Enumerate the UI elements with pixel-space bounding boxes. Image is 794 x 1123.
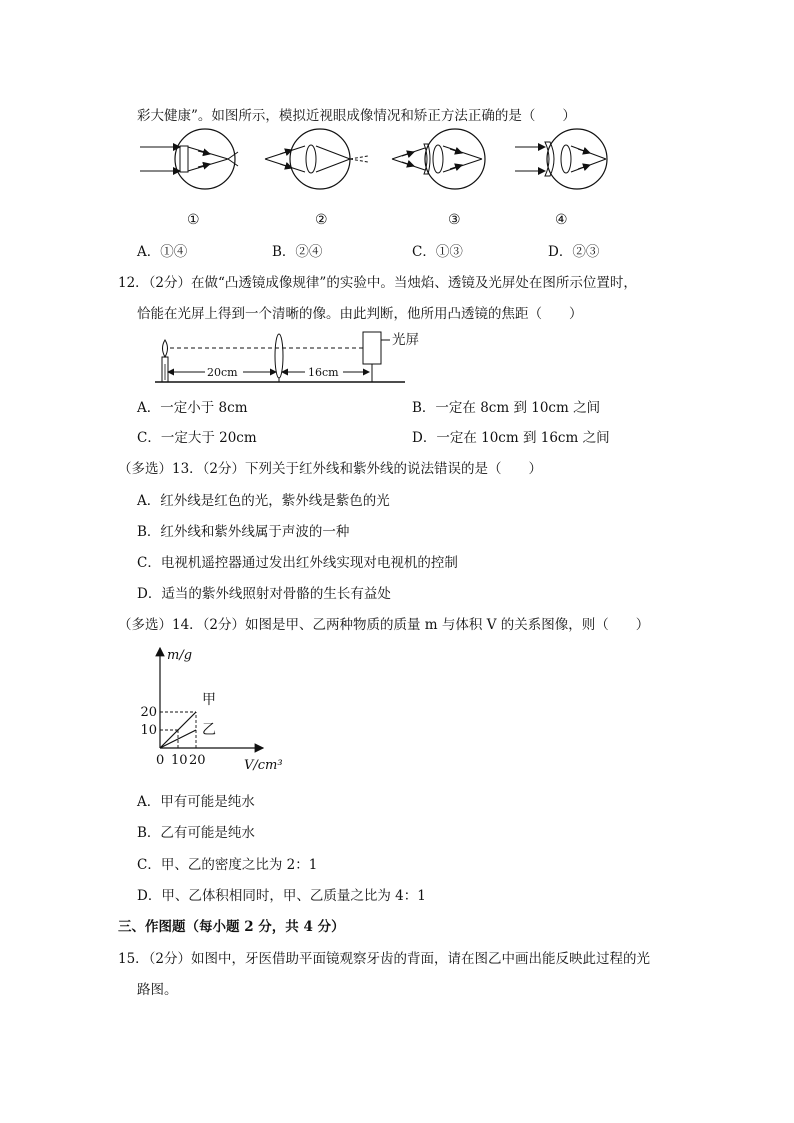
eye-figure-4 [515, 129, 607, 189]
eye-figure-2 [265, 129, 368, 189]
y-tick-label-20: 20 [140, 705, 157, 720]
q14-option-c[interactable]: C．甲、乙的密度之比为 2：1 [137, 857, 318, 873]
q11-option-a[interactable]: A．①④ [137, 244, 188, 260]
q13-option-c[interactable]: C．电视机遥控器通过发出红外线实现对电视机的控制 [137, 555, 458, 571]
q14-option-a[interactable]: A．甲有可能是纯水 [137, 794, 255, 810]
q13-option-d[interactable]: D．适当的紫外线照射对骨骼的生长有益处 [137, 586, 391, 602]
q11-option-b[interactable]: B．②④ [272, 244, 323, 260]
q11-option-d[interactable]: D．②③ [548, 244, 600, 260]
y-axis-label: m/g [167, 648, 193, 663]
q13-option-a[interactable]: A．红外线是红色的光，紫外线是紫色的光 [137, 493, 390, 509]
mass-volume-chart [140, 640, 295, 775]
q12-option-d[interactable]: D．一定在 10cm 到 16cm 之间 [412, 430, 610, 446]
q14-option-b[interactable]: B．乙有可能是纯水 [137, 825, 255, 841]
q13-option-b[interactable]: B．红外线和紫外线属于声波的一种 [137, 524, 350, 540]
series-label-1: 甲 [202, 692, 216, 708]
x-tick-label-20: 20 [189, 753, 206, 768]
q12-stem-line2: 恰能在光屏上得到一个清晰的像。由此判断，他所用凸透镜的焦距（ ） [137, 306, 583, 322]
q15-stem-line1: 15．（2分）如图中，牙医借助平面镜观察牙齿的背面，请在图乙中画出能反映此过程的光 [118, 951, 651, 967]
distance-label-16cm: 16cm [308, 366, 339, 379]
q12-stem-line1: 12．（2分）在做“凸透镜成像规律”的实验中。当烛焰、透镜及光屏处在图所示位置时， [118, 275, 637, 291]
q12-option-b[interactable]: B．一定在 8cm 到 10cm 之间 [412, 400, 601, 416]
x-tick-label-10: 10 [171, 753, 188, 768]
q15-stem-line2: 路图。 [137, 982, 178, 998]
q14-option-d[interactable]: D．甲、乙体积相同时，甲、乙质量之比为 4：1 [137, 888, 426, 904]
q11-intro: 彩大健康”。如图所示，模拟近视眼成像情况和矫正方法正确的是（ ） [137, 108, 576, 124]
q12-option-c[interactable]: C．一定大于 20cm [137, 430, 257, 446]
q13-stem: （多选）13．（2分）下列关于红外线和紫外线的说法错误的是（ ） [118, 461, 543, 477]
section-3-title: 三、作图题（每小题 2 分，共 4 分） [118, 919, 345, 935]
x-axis-label: V/cm³ [244, 758, 283, 773]
screen-label: 光屏 [392, 332, 419, 348]
series-label-2: 乙 [202, 722, 216, 738]
q11-option-c[interactable]: C．①③ [412, 244, 463, 260]
figure-label-3: ③ [448, 212, 461, 228]
eye-figure-1 [140, 129, 238, 189]
q11-figure [0, 124, 794, 224]
figure-label-2: ② [315, 212, 328, 228]
x-tick-label-0: 0 [156, 753, 165, 768]
figure-label-4: ④ [555, 212, 568, 228]
distance-label-20cm: 20cm [207, 366, 238, 379]
q14-stem: （多选）14．（2分）如图是甲、乙两种物质的质量 m 与体积 V 的关系图像，则（ ） [118, 617, 650, 633]
figure-label-1: ① [187, 212, 200, 228]
y-tick-label-10: 10 [140, 723, 157, 738]
eye-figure-3 [392, 129, 485, 189]
q12-option-a[interactable]: A．一定小于 8cm [137, 400, 248, 416]
q12-figure [150, 326, 570, 386]
